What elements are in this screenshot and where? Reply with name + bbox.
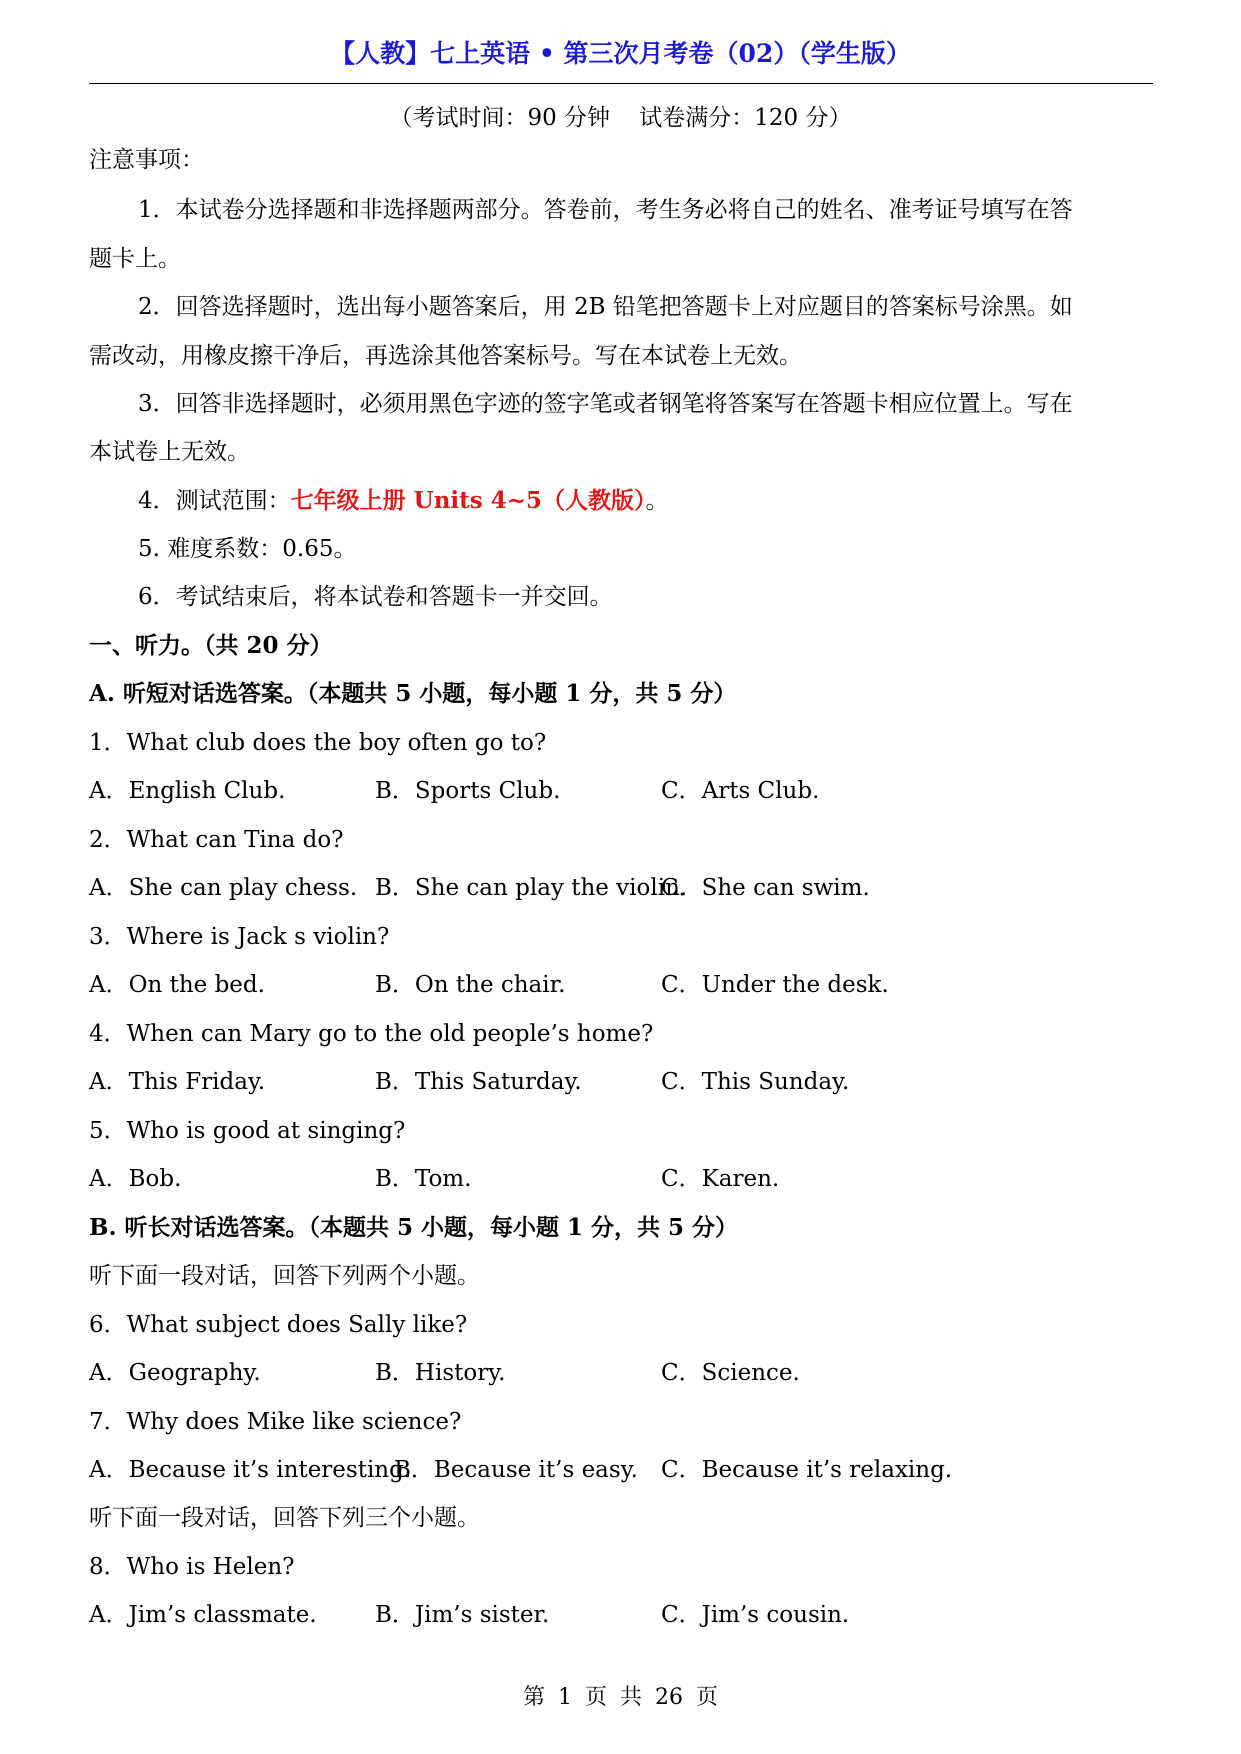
part-a-heading: A. 听短对话选答案。（本题共 5 小题，每小题 1 分，共 5 分） <box>89 680 737 707</box>
q6-option-b[interactable]: B．History. <box>375 1360 506 1386</box>
q7-option-a[interactable]: A．Because it’s interesting. <box>89 1457 412 1483</box>
note-3-line-2: 本试卷上无效。 <box>89 439 250 465</box>
note-4 <box>138 486 669 516</box>
q4-option-b[interactable]: B．This Saturday. <box>375 1069 582 1095</box>
note-6: 6．考试结束后，将本试卷和答题卡一并交回。 <box>138 584 613 610</box>
q1-option-c[interactable]: C．Arts Club. <box>661 778 820 804</box>
exam-time-info: （考试时间：90 分钟 试卷满分：120 分） <box>389 105 852 131</box>
notes-heading: 注意事项： <box>89 147 204 173</box>
q8-option-c[interactable]: C．Jim’s cousin. <box>661 1602 850 1628</box>
note-4-suffix: 。 <box>645 488 669 514</box>
q3-option-c[interactable]: C．Under the desk. <box>661 972 889 998</box>
note-2-line-1: 2．回答选择题时，选出每小题答案后，用 2B 铅笔把答题卡上对应题目的答案标号涂黑。如 <box>138 294 1073 320</box>
q6-option-a[interactable]: A．Geography. <box>89 1360 261 1386</box>
note-4-prefix: 4．测试范围： <box>138 488 291 514</box>
note-1-line-1: 1．本试卷分选择题和非选择题两部分。答卷前，考生务必将自己的姓名、准考证号填写在答 <box>138 197 1073 223</box>
question-5: 5．Who is good at singing? <box>89 1118 406 1144</box>
q5-option-c[interactable]: C．Karen. <box>661 1166 780 1192</box>
question-7: 7．Why does Mike like science? <box>89 1409 462 1435</box>
q7-option-b[interactable]: B．Because it’s easy. <box>394 1457 638 1483</box>
q3-option-b[interactable]: B．On the chair. <box>375 972 566 998</box>
q4-option-c[interactable]: C．This Sunday. <box>661 1069 850 1095</box>
page-number: 第 1 页 共 26 页 <box>523 1685 718 1710</box>
q7-option-c[interactable]: C．Because it’s relaxing. <box>661 1457 953 1483</box>
question-3: 3．Where is Jack s violin? <box>89 924 390 950</box>
question-6: 6．What subject does Sally like? <box>89 1312 468 1338</box>
q8-option-b[interactable]: B．Jim’s sister. <box>375 1602 550 1628</box>
part-b-heading: B. 听长对话选答案。（本题共 5 小题，每小题 1 分，共 5 分） <box>89 1214 739 1241</box>
q8-option-a[interactable]: A．Jim’s classmate. <box>89 1602 317 1628</box>
note-2-line-2: 需改动，用橡皮擦干净后，再选涂其他答案标号。写在本试卷上无效。 <box>89 343 802 369</box>
q1-option-b[interactable]: B．Sports Club. <box>375 778 561 804</box>
dialogue-intro-2: 听下面一段对话，回答下列三个小题。 <box>89 1505 480 1531</box>
note-3-line-1: 3．回答非选择题时，必须用黑色字迹的签字笔或者钢笔将答案写在答题卡相应位置上。写在 <box>138 391 1073 417</box>
q2-option-c[interactable]: C．She can swim. <box>661 875 870 901</box>
question-4: 4．When can Mary go to the old people’s home? <box>89 1021 654 1047</box>
q3-option-a[interactable]: A．On the bed. <box>89 972 265 998</box>
q5-option-b[interactable]: B．Tom. <box>375 1166 472 1192</box>
question-2: 2．What can Tina do? <box>89 827 344 853</box>
q2-option-b[interactable]: B．She can play the violin. <box>375 875 688 901</box>
q1-option-a[interactable]: A．English Club. <box>89 778 286 804</box>
q4-option-a[interactable]: A．This Friday. <box>89 1069 266 1095</box>
q6-option-c[interactable]: C．Science. <box>661 1360 800 1386</box>
question-1: 1．What club does the boy often go to? <box>89 730 547 756</box>
section-1-heading: 一、听力。（共 20 分） <box>89 632 333 659</box>
q5-option-a[interactable]: A．Bob. <box>89 1166 182 1192</box>
question-8: 8．Who is Helen? <box>89 1554 295 1580</box>
note-1-line-2: 题卡上。 <box>89 246 181 272</box>
dialogue-intro-1: 听下面一段对话，回答下列两个小题。 <box>89 1263 480 1289</box>
header-divider <box>89 83 1153 84</box>
q2-option-a[interactable]: A．She can play chess. <box>89 875 358 901</box>
exam-title: 【人教】七上英语 • 第三次月考卷（02）（学生版） <box>330 39 911 68</box>
test-range: 七年级上册 Units 4~5（人教版） <box>290 487 646 514</box>
note-5: 5. 难度系数：0.65。 <box>138 536 357 562</box>
